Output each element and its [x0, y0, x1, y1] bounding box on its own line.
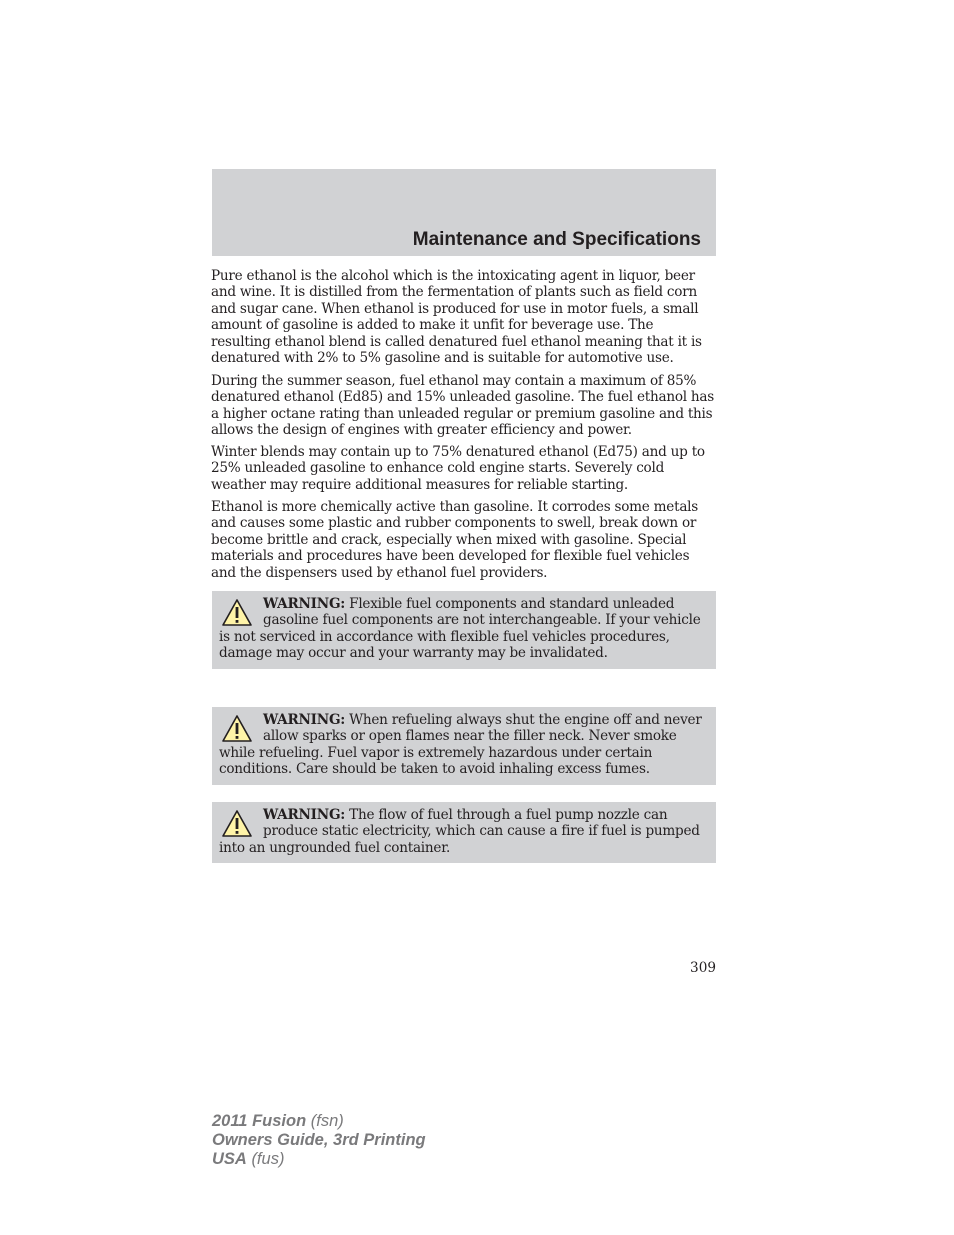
- page-number: 309: [690, 960, 716, 976]
- paragraph-pure-ethanol: Pure ethanol is the alcohol which is the intoxicating agent in liquor, beer and wine. It is distilled from the fermentation of plants such as field corn and sugar cane. When ethanol is produced for use in motor fuels, a small amount of gasoline is added to make it unfit for beverage use. The resulting ethanol blend is called denatured fuel ethanol meaning that it is denatured with 2% to 5% gasoline and is suitable for automotive use.: [211, 268, 702, 367]
- warning-label: WARNING:: [263, 596, 346, 612]
- footer-line-model: [212, 1112, 426, 1131]
- paragraph-summer-season: During the summer season, fuel ethanol may contain a maximum of 85% denatured ethanol (Ed85) and 15% unleaded gasoline. The fuel ethanol has a higher octane rating than unleaded regular or premium gasoline and this allows the design of engines with greater efficiency and power.: [211, 373, 715, 439]
- footer-guide: Owners Guide, 3rd Printing: [212, 1131, 426, 1149]
- footer-region-code: (fus): [251, 1150, 285, 1168]
- warning-label: WARNING:: [263, 807, 346, 823]
- footer-line-guide: [212, 1131, 426, 1150]
- warning-text: The flow of fuel through a fuel pump nozzle can produce static electricity, which can cause a fire if fuel is pumped into an ungrounded fuel container.: [219, 807, 700, 856]
- warning-box-refueling: [212, 707, 716, 785]
- warning-label: WARNING:: [263, 712, 346, 728]
- paragraph-winter-blends: Winter blends may contain up to 75% denatured ethanol (Ed75) and up to 25% unleaded gasoline to enhance cold engine starts. Severely cold weather may require additional measures for reliable starting.: [211, 444, 705, 493]
- section-title: Maintenance and Specifications: [412, 229, 701, 250]
- footer-region: USA: [212, 1150, 247, 1168]
- warning-triangle-icon: [221, 714, 253, 744]
- footer-document-info: [212, 1112, 426, 1169]
- footer-model: 2011 Fusion: [212, 1112, 307, 1130]
- section-header-band: [212, 169, 716, 256]
- warning-triangle-icon: [221, 809, 253, 839]
- paragraph-chemically-active: Ethanol is more chemically active than gasoline. It corrodes some metals and causes some plastic and rubber components to swell, break down or become brittle and crack, especially when mixed with gasoline. Special materials and procedures have been developed for flexible fuel vehicles and the dispensers used by ethanol fuel providers.: [211, 499, 698, 581]
- footer-model-code: (fsn): [310, 1112, 344, 1130]
- warning-box-flexible-fuel: [212, 591, 716, 669]
- warning-text: When refueling always shut the engine off and never allow sparks or open flames near the filler neck. Never smoke while refueling. Fuel vapor is extremely hazardous under certain conditions. Care should be taken to avoid inhaling excess fumes.: [219, 712, 702, 778]
- warning-box-static-electricity: [212, 802, 716, 863]
- footer-line-region: [212, 1150, 426, 1169]
- warning-triangle-icon: [221, 598, 253, 628]
- warning-text: Flexible fuel components and standard unleaded gasoline fuel components are not interchangeable. If your vehicle is not serviced in accordance with flexible fuel vehicles procedures, damage may occur and your warranty may be invalidated.: [219, 596, 701, 662]
